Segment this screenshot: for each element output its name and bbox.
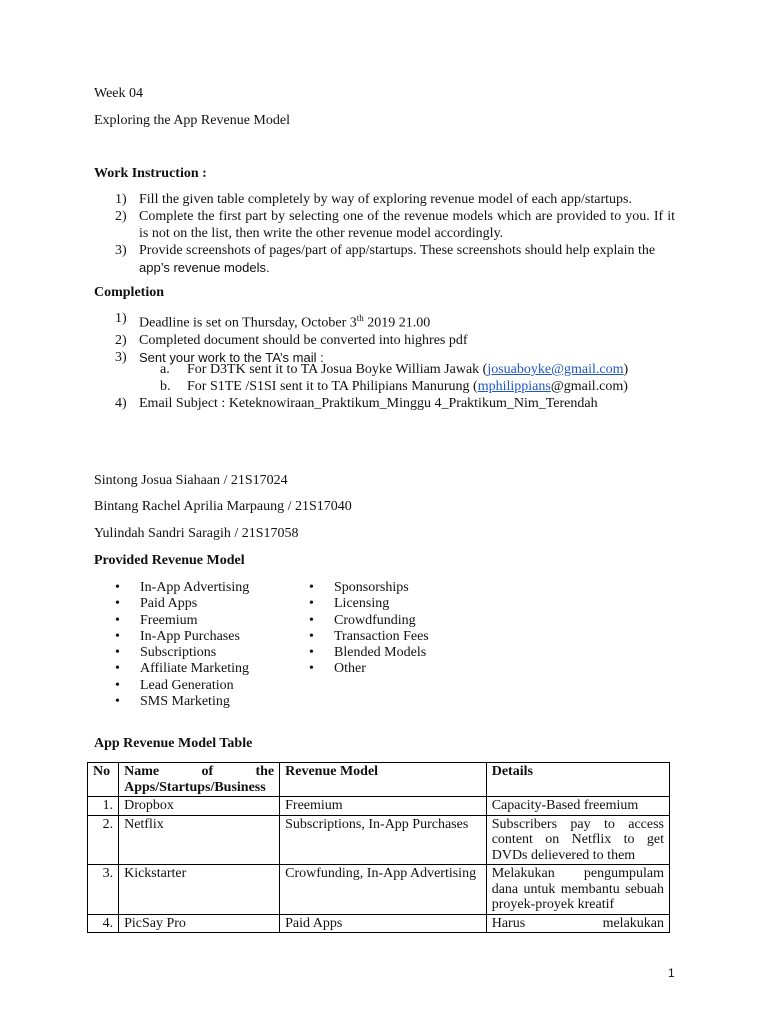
member-name: Sintong Josua Siahaan / 21S17024 bbox=[94, 473, 288, 488]
completion-sublist bbox=[160, 361, 628, 395]
cell-name: PicSay Pro bbox=[119, 914, 280, 933]
work-instruction-heading: Work Instruction : bbox=[94, 166, 207, 181]
list-item: 1) Fill the given table completely by way of exploring revenue model of each app/startups. bbox=[115, 192, 632, 207]
list-item: • In-App Advertising bbox=[115, 580, 249, 596]
list-item: 4) Email Subject : Keteknowiraan_Praktikum_Minggu 4_Praktikum_Nim_Terendah bbox=[115, 396, 598, 411]
completion-list bbox=[115, 310, 675, 367]
list-item: • Subscriptions bbox=[115, 645, 249, 661]
page-number: 1 bbox=[668, 966, 675, 980]
document-title: Exploring the App Revenue Model bbox=[94, 113, 290, 128]
list-item: • Freemium bbox=[115, 613, 249, 629]
member-name: Bintang Rachel Aprilia Marpaung / 21S17040 bbox=[94, 499, 352, 514]
list-item: a. For D3TK sent it to TA Josua Boyke William Jawak (josuaboyke@gmail.com) bbox=[160, 362, 629, 377]
list-item: b. For S1TE /S1SI sent it to TA Philipians Manurung (mphilippians@gmail.com) bbox=[160, 379, 628, 394]
cell-details: Melakukan pengumpulam dana untuk membantu sebuah proyek-proyek kreatif bbox=[486, 865, 669, 915]
cell-name: Kickstarter bbox=[119, 865, 280, 915]
cell-no: 3. bbox=[88, 865, 119, 915]
completion-heading: Completion bbox=[94, 285, 164, 300]
cell-name: Dropbox bbox=[119, 797, 280, 816]
member-name: Yulindah Sandri Saragih / 21S17058 bbox=[94, 526, 299, 541]
cell-revenue: Paid Apps bbox=[280, 914, 487, 933]
cell-details: Harus melakukan bbox=[486, 914, 669, 933]
list-item: • Sponsorships bbox=[309, 580, 429, 596]
column-header-revenue: Revenue Model bbox=[280, 763, 487, 797]
revenue-model-table bbox=[87, 762, 670, 933]
table-header-row bbox=[88, 763, 670, 797]
list-item: • Affiliate Marketing bbox=[115, 661, 249, 677]
list-item: • Paid Apps bbox=[115, 596, 249, 612]
cell-no: 1. bbox=[88, 797, 119, 816]
list-item: • Lead Generation bbox=[115, 678, 249, 694]
list-item: 2) Complete the first part by selecting one of the revenue models which are provided to you. If it is not on the list, then write the other revenue model accordingly. bbox=[115, 209, 675, 241]
cell-details: Capacity-Based freemium bbox=[486, 797, 669, 816]
table-row bbox=[88, 797, 670, 816]
cell-revenue: Subscriptions, In-App Purchases bbox=[280, 815, 487, 865]
week-label: Week 04 bbox=[94, 86, 144, 101]
list-item: • SMS Marketing bbox=[115, 694, 249, 710]
table-heading: App Revenue Model Table bbox=[94, 736, 253, 751]
revenue-model-list-right bbox=[309, 580, 429, 678]
cell-name: Netflix bbox=[119, 815, 280, 865]
list-item: • Transaction Fees bbox=[309, 629, 429, 645]
list-item: • Blended Models bbox=[309, 645, 429, 661]
table-row bbox=[88, 865, 670, 915]
list-item: • Crowdfunding bbox=[309, 613, 429, 629]
column-header-details: Details bbox=[486, 763, 669, 797]
list-item: • Other bbox=[309, 661, 429, 677]
email-link-josuaboyke[interactable]: josuaboyke@gmail.com bbox=[487, 362, 624, 377]
table-row bbox=[88, 914, 670, 933]
cell-revenue: Freemium bbox=[280, 797, 487, 816]
revenue-model-list-left bbox=[115, 580, 249, 710]
work-instruction-list bbox=[115, 191, 675, 277]
table-row bbox=[88, 815, 670, 865]
column-header-no: No bbox=[88, 763, 119, 797]
list-item: • Licensing bbox=[309, 596, 429, 612]
completion-list-cont bbox=[115, 395, 675, 412]
list-item: 1) Deadline is set on Thursday, October 3th 2019 21.00 bbox=[115, 311, 431, 331]
list-item: 2) Completed document should be converted into highres pdf bbox=[115, 332, 468, 348]
cell-no: 2. bbox=[88, 815, 119, 865]
email-link-mphilippians[interactable]: mphilippians bbox=[477, 379, 551, 394]
column-header-name: Name of the Apps/Startups/Business bbox=[119, 763, 280, 797]
list-item: • In-App Purchases bbox=[115, 629, 249, 645]
list-item: 3) Sent your work to the TA’s mail : bbox=[115, 349, 324, 365]
cell-revenue: Crowfunding, In-App Advertising bbox=[280, 865, 487, 915]
provided-revenue-heading: Provided Revenue Model bbox=[94, 553, 245, 568]
cell-details: Subscribers pay to access content on Netflix to get DVDs delievered to them bbox=[486, 815, 669, 865]
list-item: 3) Provide screenshots of pages/part of app/startups. These screenshots should help explain the app’s revenue models. bbox=[115, 243, 656, 275]
cell-no: 4. bbox=[88, 914, 119, 933]
